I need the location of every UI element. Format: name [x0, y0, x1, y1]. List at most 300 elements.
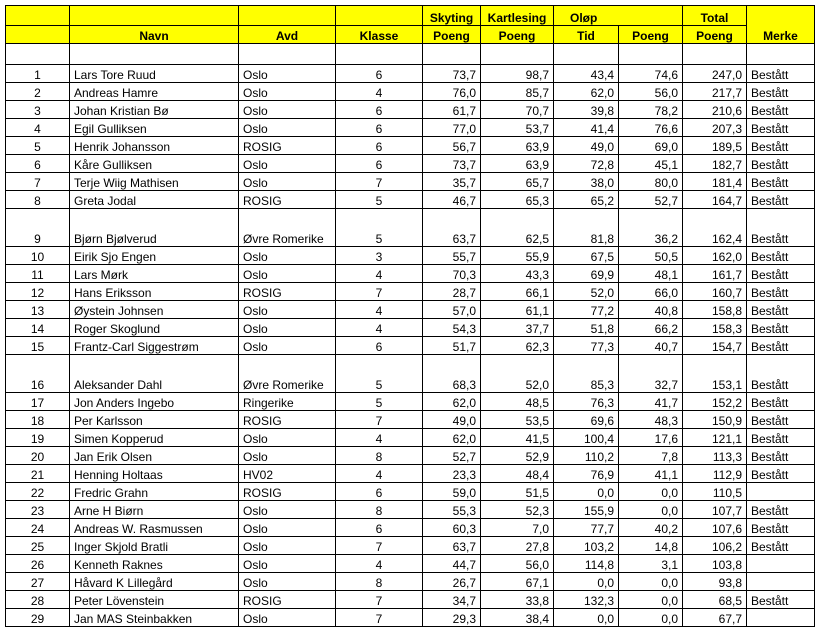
cell-klasse: 6 [336, 119, 423, 137]
cell-avd: HV02 [239, 465, 336, 483]
cell-avd: Oslo [239, 247, 336, 265]
cell-avd: Oslo [239, 337, 336, 355]
cell-navn: Kåre Gulliksen [70, 155, 239, 173]
cell-nr: 25 [6, 537, 70, 555]
cell-nr: 21 [6, 465, 70, 483]
cell-total-poeng: 110,5 [683, 483, 747, 501]
cell-nr: 12 [6, 283, 70, 301]
cell-olop-tid: 103,2 [554, 537, 619, 555]
cell-nr: 16 [6, 355, 70, 393]
cell-kartlesing-poeng: 56,0 [481, 555, 554, 573]
cell-total-poeng: 106,2 [683, 537, 747, 555]
cell-avd: Oslo [239, 83, 336, 101]
cell-olop-tid: 77,7 [554, 519, 619, 537]
cell-olop-tid: 51,8 [554, 319, 619, 337]
cell-nr: 23 [6, 501, 70, 519]
cell-avd: ROSIG [239, 411, 336, 429]
cell-navn: Andreas Hamre [70, 83, 239, 101]
cell-avd: Ringerike [239, 393, 336, 411]
cell-olop-tid: 0,0 [554, 483, 619, 501]
cell-olop-tid: 76,9 [554, 465, 619, 483]
cell-navn: Kenneth Raknes [70, 555, 239, 573]
cell-avd: ROSIG [239, 137, 336, 155]
cell-klasse: 4 [336, 265, 423, 283]
cell-olop-tid: 76,3 [554, 393, 619, 411]
cell-nr: 14 [6, 319, 70, 337]
cell-olop-poeng: 45,1 [619, 155, 683, 173]
cell-klasse: 8 [336, 501, 423, 519]
cell-merke: Bestått [747, 393, 815, 411]
cell-total-poeng: 247,0 [683, 65, 747, 83]
cell-merke: Bestått [747, 137, 815, 155]
cell-olop-tid: 67,5 [554, 247, 619, 265]
header-empty [336, 6, 423, 26]
cell-olop-tid: 69,9 [554, 265, 619, 283]
cell-kartlesing-poeng: 65,3 [481, 191, 554, 209]
header-total: Total [683, 6, 747, 26]
header-klasse: Klasse [336, 26, 423, 44]
table-row [6, 283, 815, 301]
table-row [6, 537, 815, 555]
cell-navn: Jan MAS Steinbakken [70, 609, 239, 627]
cell-olop-tid: 39,8 [554, 101, 619, 119]
cell-avd: Oslo [239, 319, 336, 337]
cell-skyting-poeng: 44,7 [423, 555, 481, 573]
cell-total-poeng: 107,7 [683, 501, 747, 519]
cell-olop-poeng: 3,1 [619, 555, 683, 573]
cell-kartlesing-poeng: 70,7 [481, 101, 554, 119]
cell-navn: Frantz-Carl Siggestrøm [70, 337, 239, 355]
cell-olop-poeng: 69,0 [619, 137, 683, 155]
cell-olop-poeng: 50,5 [619, 247, 683, 265]
cell-skyting-poeng: 54,3 [423, 319, 481, 337]
header-navn: Navn [70, 26, 239, 44]
cell-klasse: 4 [336, 319, 423, 337]
cell-merke: Bestått [747, 537, 815, 555]
cell-nr: 6 [6, 155, 70, 173]
cell-olop-tid: 132,3 [554, 591, 619, 609]
cell-nr: 22 [6, 483, 70, 501]
header-merke: Merke [747, 6, 815, 44]
cell-total-poeng: 103,8 [683, 555, 747, 573]
cell-olop-poeng: 0,0 [619, 483, 683, 501]
cell-nr: 19 [6, 429, 70, 447]
cell-total-poeng: 217,7 [683, 83, 747, 101]
cell-total-poeng: 210,6 [683, 101, 747, 119]
cell-avd: Oslo [239, 537, 336, 555]
cell-navn: Simen Kopperud [70, 429, 239, 447]
cell-nr: 8 [6, 191, 70, 209]
cell-klasse: 7 [336, 411, 423, 429]
cell-skyting-poeng: 76,0 [423, 83, 481, 101]
cell-avd: Oslo [239, 101, 336, 119]
cell-kartlesing-poeng: 52,3 [481, 501, 554, 519]
cell-avd: ROSIG [239, 591, 336, 609]
cell-merke: Bestått [747, 265, 815, 283]
cell-nr: 24 [6, 519, 70, 537]
cell-skyting-poeng: 29,3 [423, 609, 481, 627]
cell-merke [747, 483, 815, 501]
cell-merke: Bestått [747, 447, 815, 465]
cell-skyting-poeng: 70,3 [423, 265, 481, 283]
cell-merke: Bestått [747, 301, 815, 319]
cell-nr: 3 [6, 101, 70, 119]
cell-kartlesing-poeng: 67,1 [481, 573, 554, 591]
cell-klasse: 7 [336, 537, 423, 555]
header-skyting-poeng: Poeng [423, 26, 481, 44]
cell-klasse: 6 [336, 137, 423, 155]
cell-merke: Bestått [747, 173, 815, 191]
header-row-top [6, 6, 815, 26]
table-row [6, 519, 815, 537]
cell-olop-tid: 41,4 [554, 119, 619, 137]
cell-navn: Roger Skoglund [70, 319, 239, 337]
cell-total-poeng: 112,9 [683, 465, 747, 483]
table-row [6, 191, 815, 209]
cell-navn: Peter Lövenstein [70, 591, 239, 609]
cell-nr: 7 [6, 173, 70, 191]
cell-avd: Oslo [239, 573, 336, 591]
cell-navn: Terje Wiig Mathisen [70, 173, 239, 191]
cell-olop-tid: 77,3 [554, 337, 619, 355]
cell-nr: 15 [6, 337, 70, 355]
table-row [6, 101, 815, 119]
cell-avd: ROSIG [239, 483, 336, 501]
cell-kartlesing-poeng: 52,0 [481, 355, 554, 393]
table-row [6, 555, 815, 573]
cell-klasse: 3 [336, 247, 423, 265]
cell-klasse: 6 [336, 483, 423, 501]
cell-olop-tid: 52,0 [554, 283, 619, 301]
cell-navn: Henrik Johansson [70, 137, 239, 155]
table-row [6, 447, 815, 465]
cell-olop-poeng: 0,0 [619, 573, 683, 591]
cell-olop-poeng: 52,7 [619, 191, 683, 209]
cell-olop-tid: 69,6 [554, 411, 619, 429]
cell-klasse: 6 [336, 155, 423, 173]
cell-skyting-poeng: 59,0 [423, 483, 481, 501]
table-row [6, 247, 815, 265]
table-row [6, 465, 815, 483]
cell-olop-poeng: 74,6 [619, 65, 683, 83]
cell-klasse: 7 [336, 609, 423, 627]
cell-total-poeng: 162,0 [683, 247, 747, 265]
cell-navn: Greta Jodal [70, 191, 239, 209]
cell-avd: Oslo [239, 301, 336, 319]
header-empty [239, 6, 336, 26]
cell-navn: Håvard K Lillegård [70, 573, 239, 591]
cell-merke: Bestått [747, 355, 815, 393]
cell-merke: Bestått [747, 83, 815, 101]
cell-olop-tid: 100,4 [554, 429, 619, 447]
table-row [6, 173, 815, 191]
cell-olop-tid: 114,8 [554, 555, 619, 573]
cell-kartlesing-poeng: 62,5 [481, 209, 554, 247]
cell-merke: Bestått [747, 209, 815, 247]
cell-skyting-poeng: 55,3 [423, 501, 481, 519]
cell-klasse: 5 [336, 191, 423, 209]
cell-nr: 1 [6, 65, 70, 83]
cell-olop-poeng: 66,2 [619, 319, 683, 337]
cell-total-poeng: 154,7 [683, 337, 747, 355]
cell-nr: 2 [6, 83, 70, 101]
cell-navn: Inger Skjold Bratli [70, 537, 239, 555]
cell-skyting-poeng: 52,7 [423, 447, 481, 465]
cell-navn: Per Karlsson [70, 411, 239, 429]
spacer-row [6, 44, 815, 65]
cell-navn: Jon Anders Ingebo [70, 393, 239, 411]
cell-klasse: 4 [336, 83, 423, 101]
cell-avd: ROSIG [239, 283, 336, 301]
cell-merke: Bestått [747, 465, 815, 483]
cell-navn: Aleksander Dahl [70, 355, 239, 393]
header-empty [70, 6, 239, 26]
cell-olop-tid: 81,8 [554, 209, 619, 247]
table-row [6, 301, 815, 319]
header-empty [6, 6, 70, 26]
table-row [6, 265, 815, 283]
cell-total-poeng: 182,7 [683, 155, 747, 173]
cell-navn: Johan Kristian Bø [70, 101, 239, 119]
cell-olop-poeng: 36,2 [619, 209, 683, 247]
cell-skyting-poeng: 63,7 [423, 537, 481, 555]
cell-kartlesing-poeng: 55,9 [481, 247, 554, 265]
cell-merke: Bestått [747, 155, 815, 173]
cell-merke [747, 555, 815, 573]
cell-nr: 13 [6, 301, 70, 319]
cell-kartlesing-poeng: 63,9 [481, 137, 554, 155]
cell-total-poeng: 153,1 [683, 355, 747, 393]
table-row [6, 119, 815, 137]
cell-skyting-poeng: 62,0 [423, 429, 481, 447]
cell-skyting-poeng: 62,0 [423, 393, 481, 411]
cell-olop-poeng: 48,3 [619, 411, 683, 429]
cell-avd: Oslo [239, 555, 336, 573]
cell-merke: Bestått [747, 191, 815, 209]
cell-avd: Øvre Romerike [239, 355, 336, 393]
header-row-bottom [6, 26, 815, 44]
cell-total-poeng: 93,8 [683, 573, 747, 591]
cell-kartlesing-poeng: 37,7 [481, 319, 554, 337]
cell-navn: Lars Mørk [70, 265, 239, 283]
cell-olop-tid: 0,0 [554, 609, 619, 627]
cell-olop-tid: 0,0 [554, 573, 619, 591]
header-kartlesing-poeng: Poeng [481, 26, 554, 44]
cell-total-poeng: 189,5 [683, 137, 747, 155]
cell-olop-tid: 72,8 [554, 155, 619, 173]
cell-kartlesing-poeng: 66,1 [481, 283, 554, 301]
cell-kartlesing-poeng: 27,8 [481, 537, 554, 555]
cell-kartlesing-poeng: 61,1 [481, 301, 554, 319]
cell-total-poeng: 152,2 [683, 393, 747, 411]
cell-nr: 28 [6, 591, 70, 609]
cell-total-poeng: 68,5 [683, 591, 747, 609]
cell-klasse: 8 [336, 447, 423, 465]
cell-navn: Bjørn Bjølverud [70, 209, 239, 247]
cell-skyting-poeng: 57,0 [423, 301, 481, 319]
cell-nr: 11 [6, 265, 70, 283]
cell-kartlesing-poeng: 52,9 [481, 447, 554, 465]
cell-skyting-poeng: 34,7 [423, 591, 481, 609]
table-row [6, 209, 815, 247]
cell-merke [747, 609, 815, 627]
table-row [6, 429, 815, 447]
cell-klasse: 4 [336, 429, 423, 447]
cell-navn: Jan Erik Olsen [70, 447, 239, 465]
cell-olop-poeng: 40,8 [619, 301, 683, 319]
cell-skyting-poeng: 28,7 [423, 283, 481, 301]
header-avd: Avd [239, 26, 336, 44]
cell-nr: 26 [6, 555, 70, 573]
table-row [6, 411, 815, 429]
cell-merke: Bestått [747, 591, 815, 609]
cell-navn: Lars Tore Ruud [70, 65, 239, 83]
cell-avd: Oslo [239, 519, 336, 537]
cell-olop-tid: 62,0 [554, 83, 619, 101]
cell-olop-poeng: 78,2 [619, 101, 683, 119]
cell-klasse: 6 [336, 65, 423, 83]
cell-merke [747, 573, 815, 591]
cell-total-poeng: 164,7 [683, 191, 747, 209]
cell-skyting-poeng: 55,7 [423, 247, 481, 265]
cell-kartlesing-poeng: 48,4 [481, 465, 554, 483]
cell-total-poeng: 181,4 [683, 173, 747, 191]
cell-total-poeng: 67,7 [683, 609, 747, 627]
table-row [6, 137, 815, 155]
cell-kartlesing-poeng: 51,5 [481, 483, 554, 501]
table-row [6, 65, 815, 83]
cell-olop-poeng: 0,0 [619, 591, 683, 609]
cell-kartlesing-poeng: 43,3 [481, 265, 554, 283]
cell-nr: 4 [6, 119, 70, 137]
cell-merke: Bestått [747, 101, 815, 119]
cell-merke: Bestått [747, 119, 815, 137]
cell-klasse: 5 [336, 393, 423, 411]
cell-navn: Andreas W. Rasmussen [70, 519, 239, 537]
cell-avd: Oslo [239, 265, 336, 283]
header-olop-tid: Tid [554, 26, 619, 44]
cell-skyting-poeng: 26,7 [423, 573, 481, 591]
cell-klasse: 4 [336, 465, 423, 483]
cell-avd: ROSIG [239, 191, 336, 209]
cell-klasse: 6 [336, 519, 423, 537]
cell-total-poeng: 161,7 [683, 265, 747, 283]
cell-kartlesing-poeng: 41,5 [481, 429, 554, 447]
cell-nr: 17 [6, 393, 70, 411]
cell-navn: Øystein Johnsen [70, 301, 239, 319]
cell-olop-poeng: 41,1 [619, 465, 683, 483]
cell-olop-poeng: 80,0 [619, 173, 683, 191]
cell-total-poeng: 150,9 [683, 411, 747, 429]
table-row [6, 355, 815, 393]
cell-olop-poeng: 17,6 [619, 429, 683, 447]
cell-klasse: 8 [336, 573, 423, 591]
cell-kartlesing-poeng: 65,7 [481, 173, 554, 191]
cell-olop-tid: 155,9 [554, 501, 619, 519]
cell-avd: Oslo [239, 447, 336, 465]
cell-olop-poeng: 0,0 [619, 501, 683, 519]
cell-nr: 18 [6, 411, 70, 429]
cell-total-poeng: 121,1 [683, 429, 747, 447]
table-row [6, 319, 815, 337]
cell-klasse: 5 [336, 209, 423, 247]
cell-total-poeng: 113,3 [683, 447, 747, 465]
cell-navn: Eirik Sjo Engen [70, 247, 239, 265]
cell-skyting-poeng: 60,3 [423, 519, 481, 537]
cell-olop-tid: 65,2 [554, 191, 619, 209]
cell-merke: Bestått [747, 65, 815, 83]
table-row [6, 83, 815, 101]
cell-olop-poeng: 14,8 [619, 537, 683, 555]
cell-skyting-poeng: 46,7 [423, 191, 481, 209]
cell-klasse: 7 [336, 591, 423, 609]
cell-nr: 10 [6, 247, 70, 265]
cell-klasse: 4 [336, 555, 423, 573]
cell-kartlesing-poeng: 33,8 [481, 591, 554, 609]
table-row [6, 573, 815, 591]
table-row [6, 483, 815, 501]
cell-avd: Oslo [239, 155, 336, 173]
cell-olop-poeng: 66,0 [619, 283, 683, 301]
table-row [6, 337, 815, 355]
cell-merke: Bestått [747, 501, 815, 519]
cell-total-poeng: 107,6 [683, 519, 747, 537]
cell-olop-poeng: 76,6 [619, 119, 683, 137]
table-row [6, 591, 815, 609]
header-nr [6, 26, 70, 44]
cell-olop-tid: 110,2 [554, 447, 619, 465]
cell-kartlesing-poeng: 98,7 [481, 65, 554, 83]
cell-skyting-poeng: 73,7 [423, 65, 481, 83]
cell-merke: Bestått [747, 411, 815, 429]
cell-nr: 9 [6, 209, 70, 247]
header-olop-poeng: Poeng [619, 26, 683, 44]
cell-total-poeng: 158,8 [683, 301, 747, 319]
table-row [6, 393, 815, 411]
cell-merke: Bestått [747, 247, 815, 265]
cell-kartlesing-poeng: 85,7 [481, 83, 554, 101]
cell-nr: 27 [6, 573, 70, 591]
cell-merke: Bestått [747, 429, 815, 447]
cell-olop-poeng: 40,2 [619, 519, 683, 537]
cell-kartlesing-poeng: 53,7 [481, 119, 554, 137]
cell-avd: Oslo [239, 65, 336, 83]
cell-avd: Øvre Romerike [239, 209, 336, 247]
table-row [6, 609, 815, 627]
cell-olop-tid: 77,2 [554, 301, 619, 319]
cell-olop-tid: 43,4 [554, 65, 619, 83]
cell-total-poeng: 207,3 [683, 119, 747, 137]
cell-skyting-poeng: 61,7 [423, 101, 481, 119]
cell-merke: Bestått [747, 337, 815, 355]
cell-olop-poeng: 7,8 [619, 447, 683, 465]
cell-avd: Oslo [239, 609, 336, 627]
cell-olop-poeng: 56,0 [619, 83, 683, 101]
cell-skyting-poeng: 49,0 [423, 411, 481, 429]
cell-skyting-poeng: 35,7 [423, 173, 481, 191]
cell-olop-tid: 85,3 [554, 355, 619, 393]
cell-klasse: 5 [336, 355, 423, 393]
cell-skyting-poeng: 51,7 [423, 337, 481, 355]
cell-navn: Hans Eriksson [70, 283, 239, 301]
header-skyting: Skyting [423, 6, 481, 26]
cell-skyting-poeng: 68,3 [423, 355, 481, 393]
cell-total-poeng: 158,3 [683, 319, 747, 337]
cell-skyting-poeng: 23,3 [423, 465, 481, 483]
table-row [6, 501, 815, 519]
cell-total-poeng: 160,7 [683, 283, 747, 301]
cell-avd: Oslo [239, 119, 336, 137]
